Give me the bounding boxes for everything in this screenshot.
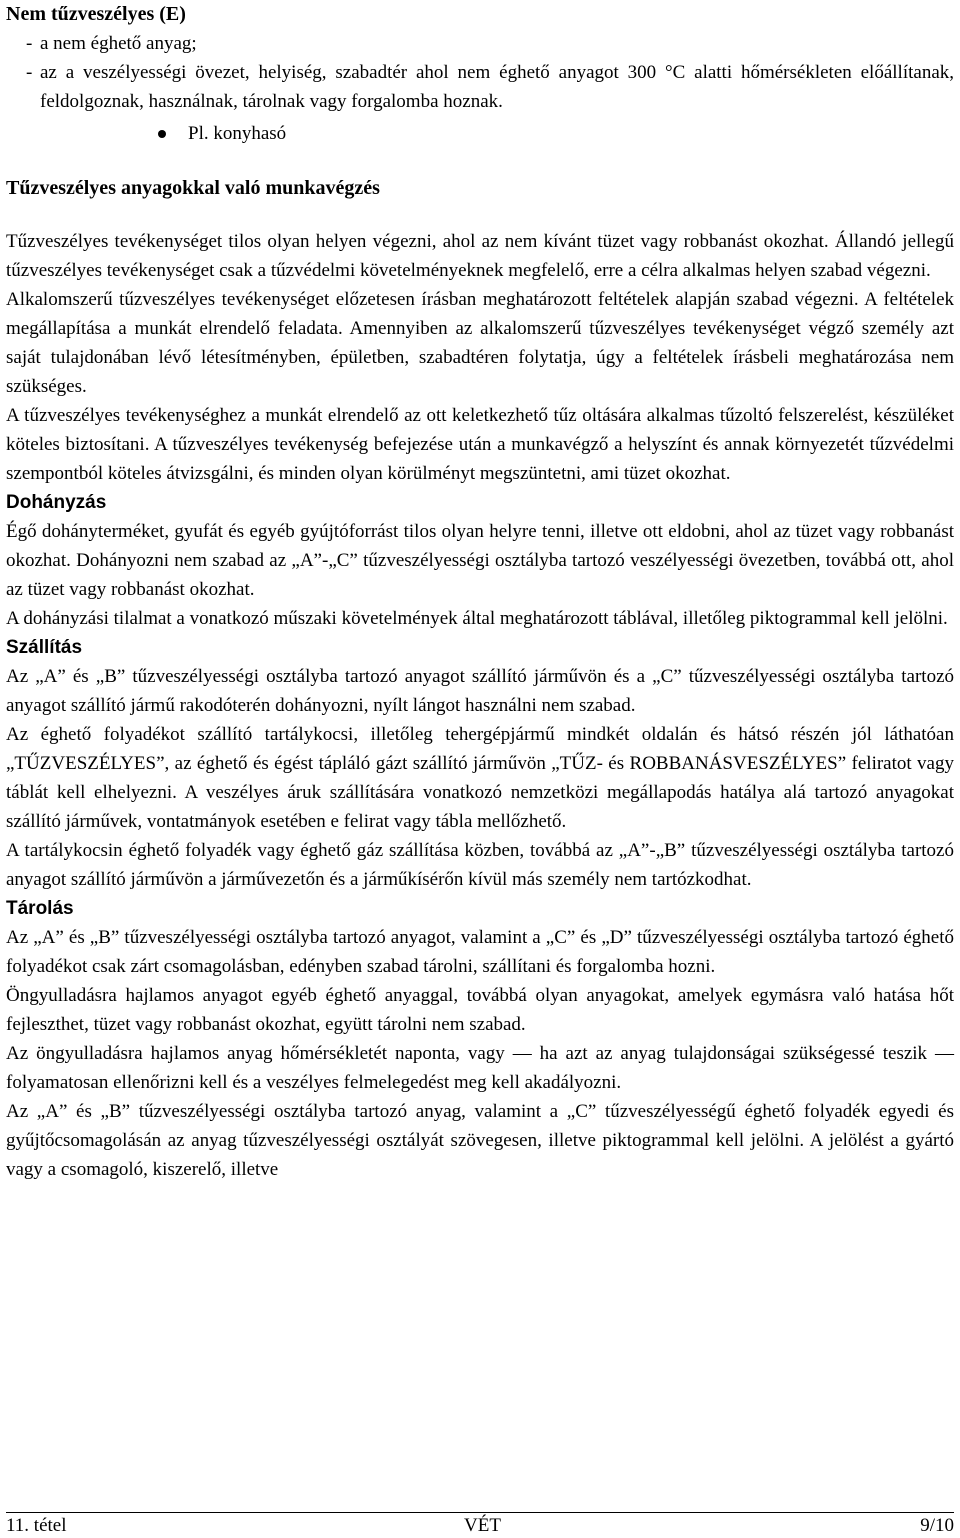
- section-title-smoking: Dohányzás: [6, 492, 107, 513]
- heading-non-flammable: Nem tűzveszélyes (E): [6, 3, 186, 25]
- footer-topic: 11. tétel: [6, 1515, 67, 1536]
- paragraph: Égő dohányterméket, gyufát és egyéb gyújtóforrást tilos olyan helyre tenni, illetve ott eldobni, ahol az tüzet vagy robbanást okozhat. Dohányozni nem szabad az „A”-„C” tűzveszélyességi osztályba tartozó veszélyességi övezetben, továbbá ott, ahol az tüzet vagy robbanást okozhat.: [6, 521, 954, 600]
- section-title-work: Tűzveszélyes anyagokkal való munkavégzés: [6, 177, 380, 199]
- paragraph: Öngyulladásra hajlamos anyagot egyéb éghető anyaggal, továbbá olyan anyagokat, amelyek egymásra való hatása hőt fejleszthet, tüzet vagy robbanást okozhat, együtt tárolni nem szabad.: [6, 985, 954, 1035]
- paragraph: Az „A” és „B” tűzveszélyességi osztályba tartozó anyagot szállító járművön és a „C” tűzveszélyességi osztályba tartozó anyagot szállító jármű rakodóterén dohányozni, nyílt lángot használni nem szabad.: [6, 666, 954, 716]
- paragraph: Az öngyulladásra hajlamos anyag hőmérsékletét naponta, vagy ― ha azt az anyag tulajdonságai szükségessé teszik ― folyamatosan ellenőrizni kell és a veszélyes felmelegedést meg kell akadályozni.: [6, 1043, 954, 1093]
- paragraph: A dohányzási tilalmat a vonatkozó műszaki követelmények által meghatározott táblával, illetőleg piktogrammal kell jelölni.: [6, 608, 948, 629]
- paragraph: Tűzveszélyes tevékenységet tilos olyan helyen végezni, ahol az nem kívánt tüzet vagy robbanást okozhat. Állandó jellegű tűzveszélyes tevékenységet csak a tűzvédelmi követelményeknek megfelelő, erre a célra alkalmas helyen szabad végezni.: [6, 231, 954, 281]
- bullet-icon: [158, 130, 166, 138]
- paragraph: Alkalomszerű tűzveszélyes tevékenységet előzetesen írásban meghatározott feltételek alapján szabad végezni. A feltételek megállapítása a munkát elrendelő feladata. Amennyiben az alkalomszerű tűzveszélyes tevékenységet végző személy azt saját tulajdonában lévő létesítményben, épületben, szabadtéren folytatja, úgy a feltételek írásbeli meghatározása nem szükséges.: [6, 289, 954, 397]
- dash-icon: -: [26, 62, 33, 83]
- paragraph: A tűzveszélyes tevékenységhez a munkát elrendelő az ott keletkezhető tűz oltására alkalmas tűzoltó felszerelést, készüléket köteles biztosítani. A tűzveszélyes tevékenység befejezése után a munkavégző a helyszínt és annak környezetét tűzvédelmi szempontból köteles átvizsgálni, és minden olyan körülményt megszüntetni, ami tüzet okozhat.: [6, 405, 954, 484]
- paragraph: A tartálykocsin éghető folyadék vagy éghető gáz szállítása közben, továbbá az „A”-„B” tűzveszélyességi osztályba tartozó anyagot szállító járművön a járművezetőn és a járműkísérőn kívül más személy nem tartózkodhat.: [6, 840, 954, 890]
- page-number: 9/10: [920, 1515, 954, 1536]
- section-title-storage: Tárolás: [6, 898, 74, 919]
- paragraph: Az „A” és „B” tűzveszélyességi osztályba tartozó anyagot, valamint a „C” és „D” tűzveszélyességi osztályba tartozó éghető folyadékot csak zárt csomagolásban, edényben szabad tárolni, szállítani és forgalomba hozni.: [6, 927, 954, 977]
- definition-list: [6, 29, 954, 116]
- page-footer: [6, 1512, 954, 1538]
- paragraph: Az „A” és „B” tűzveszélyességi osztályba tartozó anyag, valamint a „C” tűzveszélyességű éghető folyadék egyedi és gyűjtőcsomagolásán az anyag tűzveszélyességi osztályát szövegesen, illetve piktogrammal kell jelölni. A jelölést a gyártó vagy a csomagoló, kiszerelő, illetve: [6, 1101, 954, 1180]
- example-bullet: Pl. konyhasó: [6, 119, 954, 148]
- dash-icon: -: [26, 33, 33, 54]
- list-item: - a nem éghető anyag;: [6, 29, 954, 58]
- footer-title: VÉT: [464, 1515, 501, 1536]
- list-item: - az a veszélyességi övezet, helyiség, szabadtér ahol nem éghető anyagot 300 °C alatti hőmérsékleten előállítanak, feldolgoznak, használnak, tárolnak vagy forgalomba hoznak.: [6, 58, 954, 116]
- paragraph: Az éghető folyadékot szállító tartálykocsi, illetőleg tehergépjármű mindkét oldalán és hátsó részén jól láthatóan „TŰZVESZÉLYES”, az éghető és égést tápláló gázt szállító járművön „TŰZ- és ROBBANÁSVESZÉLYES” feliratot vagy táblát kell elhelyezni. A veszélyes áruk szállítására vonatkozó nemzetközi megállapodás hatálya alá tartozó anyagokat szállító járművek, vontatmányok esetében e felirat vagy tábla mellőzhető.: [6, 724, 954, 832]
- document-page: [6, 0, 954, 1184]
- section-title-transport: Szállítás: [6, 637, 83, 658]
